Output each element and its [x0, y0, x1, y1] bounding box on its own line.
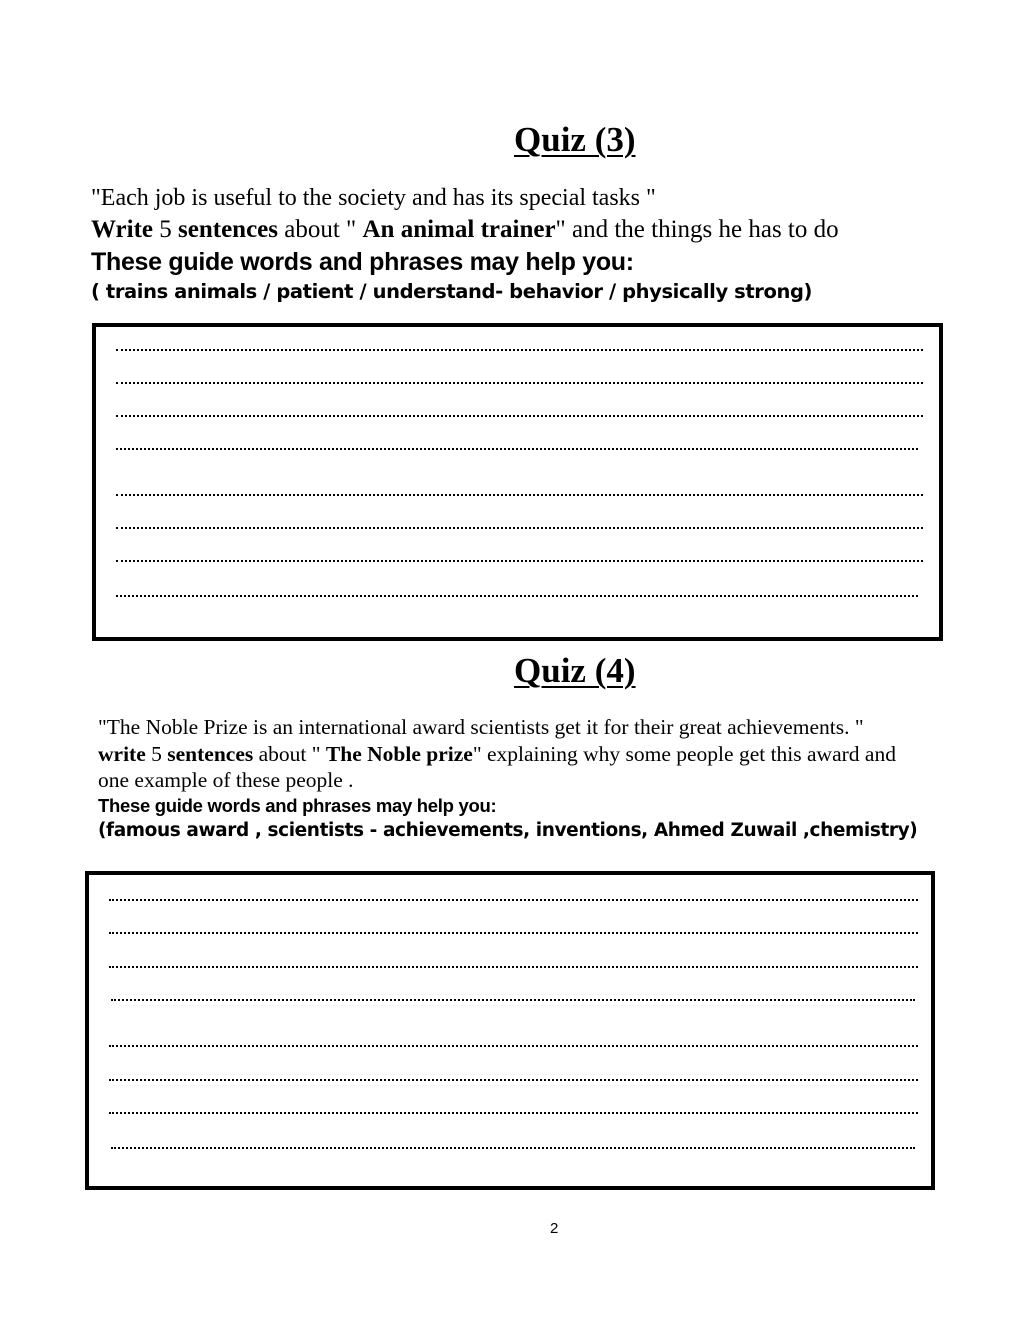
answer-line[interactable] — [111, 1147, 915, 1149]
instruction-write: Write — [91, 216, 154, 243]
quiz-4-answer-box[interactable] — [85, 871, 935, 1190]
instruction-write: write — [98, 742, 146, 766]
answer-line[interactable] — [116, 448, 918, 450]
answer-line[interactable] — [111, 999, 915, 1001]
answer-line[interactable] — [116, 595, 918, 597]
answer-line[interactable] — [109, 1079, 918, 1081]
quiz-4-guide-heading: These guide words and phrases may help you: — [98, 795, 497, 816]
quiz-3-quote: "Each job is useful to the society and has its special tasks " — [91, 185, 656, 211]
instruction-topic: The Noble prize — [325, 742, 473, 766]
answer-line[interactable] — [109, 1112, 918, 1114]
answer-line[interactable] — [116, 415, 923, 417]
answer-line[interactable] — [116, 494, 923, 496]
answer-line[interactable] — [109, 932, 918, 934]
quiz-3-answer-box[interactable] — [92, 323, 943, 641]
instruction-topic: An animal trainer — [362, 216, 556, 243]
quiz-4-guide-words: (famous award , scientists - achievements, inventions, Ahmed Zuwail ,chemistry) — [98, 820, 918, 841]
quiz-4-title: Quiz (4) — [514, 651, 636, 690]
quiz-3-title: Quiz (3) — [514, 120, 636, 159]
answer-line[interactable] — [116, 560, 923, 562]
instruction-sentences: sentences — [178, 216, 278, 243]
answer-line[interactable] — [116, 382, 923, 384]
quiz-4-instruction-line2: one example of these people . — [98, 768, 354, 792]
quiz-4-quote: "The Noble Prize is an international award scientists get it for their great achievements. " — [98, 715, 864, 739]
answer-line[interactable] — [116, 527, 923, 529]
quiz-3-guide-words: ( trains animals / patient / understand- behavior / physically strong) — [91, 280, 813, 303]
answer-line[interactable] — [109, 899, 918, 901]
quiz-4-instruction: write 5 sentences about " The Noble prize" explaining why some people get this award and — [98, 742, 896, 766]
answer-line[interactable] — [109, 966, 918, 968]
page-number: 2 — [550, 1220, 559, 1237]
answer-line[interactable] — [109, 1045, 918, 1047]
answer-line[interactable] — [116, 349, 923, 351]
instruction-sentences: sentences — [167, 742, 254, 766]
quiz-3-instruction: Write 5 sentences about " An animal trainer" and the things he has to do — [91, 216, 839, 243]
quiz-3-guide-heading: These guide words and phrases may help you: — [91, 248, 634, 276]
